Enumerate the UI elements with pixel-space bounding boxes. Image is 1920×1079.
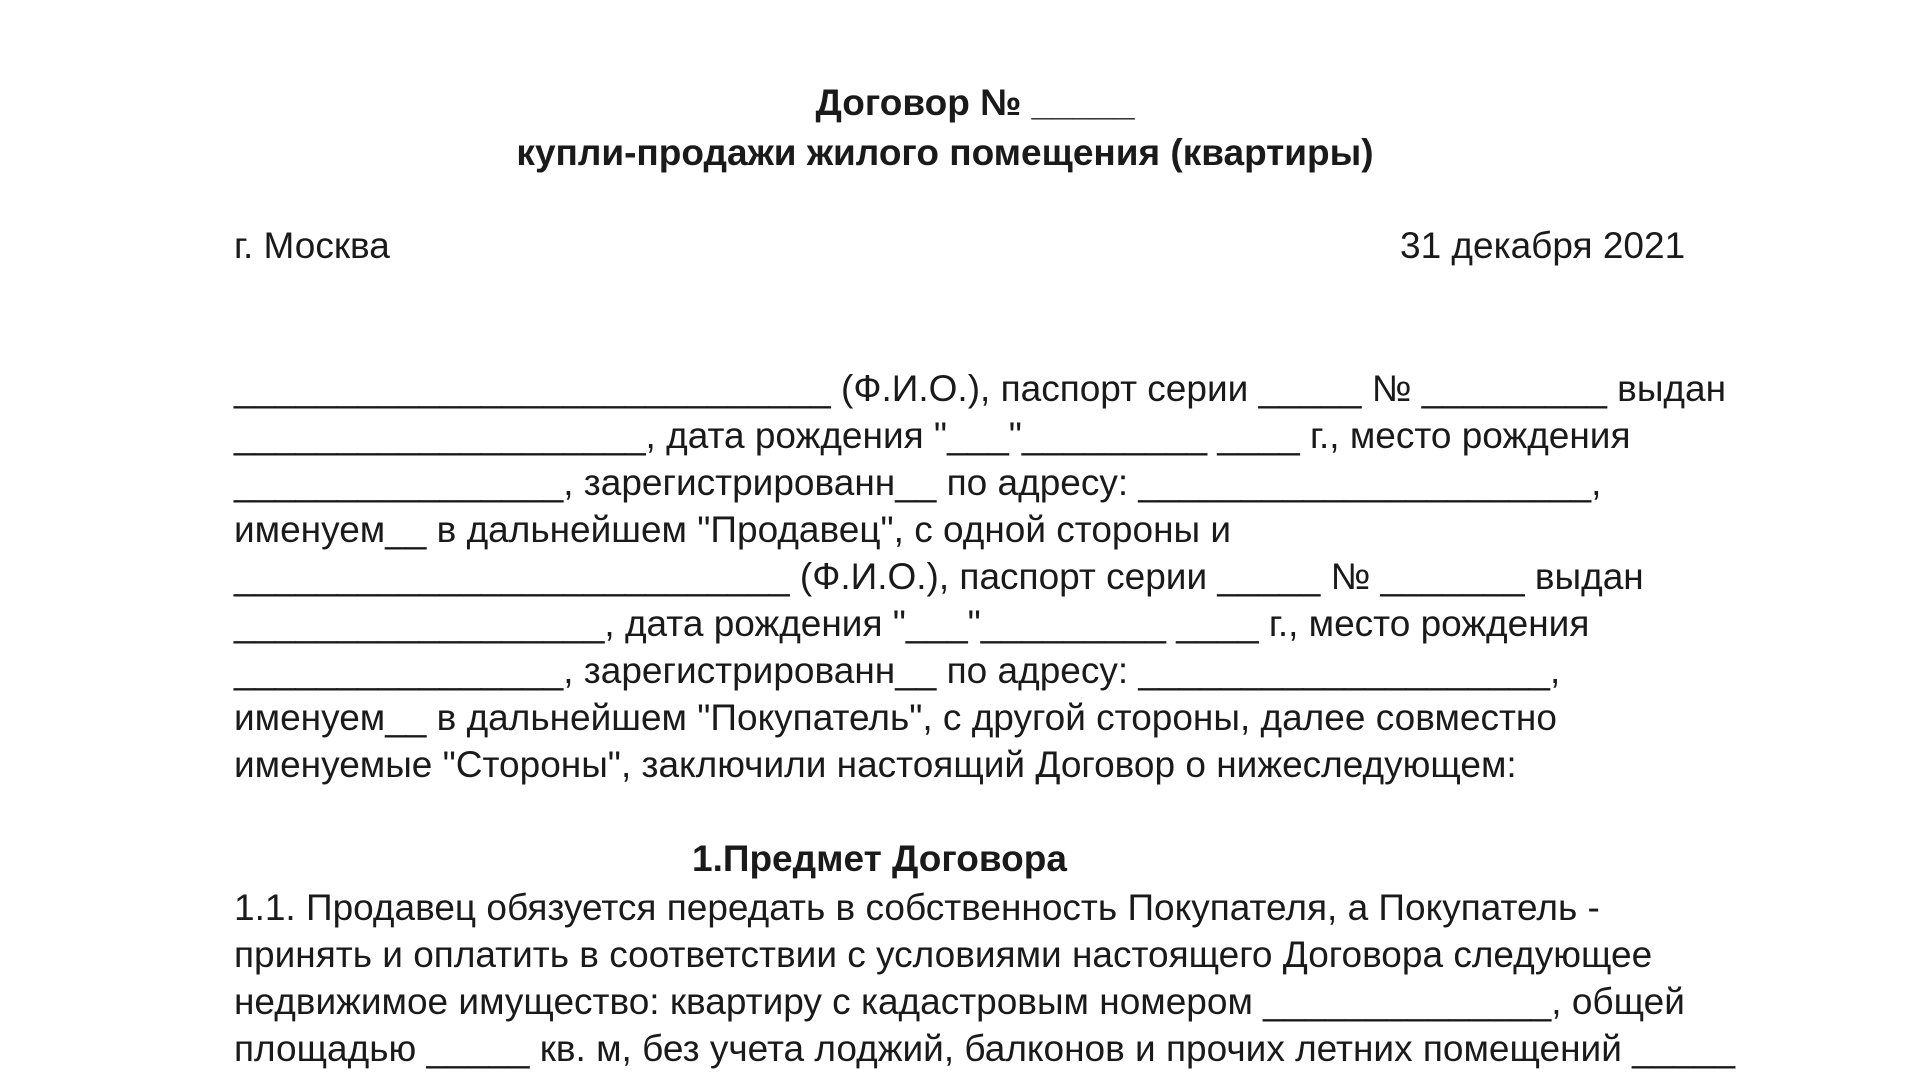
paragraph-line: _____________________________ (Ф.И.О.), паспорт серии _____ № _________ выдан bbox=[234, 368, 1727, 409]
paragraph-line: именуем__ в дальнейшем "Продавец", с одной стороны и bbox=[234, 509, 1232, 550]
contract-date: 31 декабря 2021 bbox=[1400, 225, 1686, 266]
paragraph-line: ___________________________ (Ф.И.О.), паспорт серии _____ № _______ выдан bbox=[234, 556, 1644, 597]
paragraph-line: именуем__ в дальнейшем "Покупатель", с другой стороны, далее совместно bbox=[234, 697, 1557, 738]
paragraph-line: именуемые "Стороны", заключили настоящий Договор о нижеследующем: bbox=[234, 744, 1517, 785]
paragraph-line: __________________, дата рождения "___"_________ ____ г., место рождения bbox=[234, 603, 1590, 644]
clause-paragraph bbox=[234, 884, 1734, 1072]
paragraph-line: ____________________, дата рождения "___"_________ ____ г., место рождения bbox=[234, 415, 1631, 456]
contract-subtitle: купли-продажи жилого помещения (квартиры) bbox=[516, 132, 1374, 173]
paragraph-line: 1.1. Продавец обязуется передать в собственность Покупателя, а Покупатель - bbox=[234, 887, 1600, 928]
paragraph-line: площадью _____ кв. м, без учета лоджий, балконов и прочих летних помещений _____ bbox=[234, 1028, 1736, 1069]
paragraph-line: принять и оплатить в соответствии с условиями настоящего Договора следующее bbox=[234, 934, 1653, 975]
parties-paragraph bbox=[234, 365, 1734, 788]
section-heading: 1.Предмет Договора bbox=[692, 838, 1067, 879]
paragraph-line: ________________, зарегистрированн__ по адресу: ______________________, bbox=[234, 462, 1602, 503]
contract-title: Договор № _____ bbox=[815, 82, 1135, 123]
paragraph-line: недвижимое имущество: квартиру с кадастровым номером ______________, общей bbox=[234, 981, 1685, 1022]
paragraph-line: ________________, зарегистрированн__ по адресу: ____________________, bbox=[234, 650, 1561, 691]
contract-city: г. Москва bbox=[234, 225, 390, 266]
